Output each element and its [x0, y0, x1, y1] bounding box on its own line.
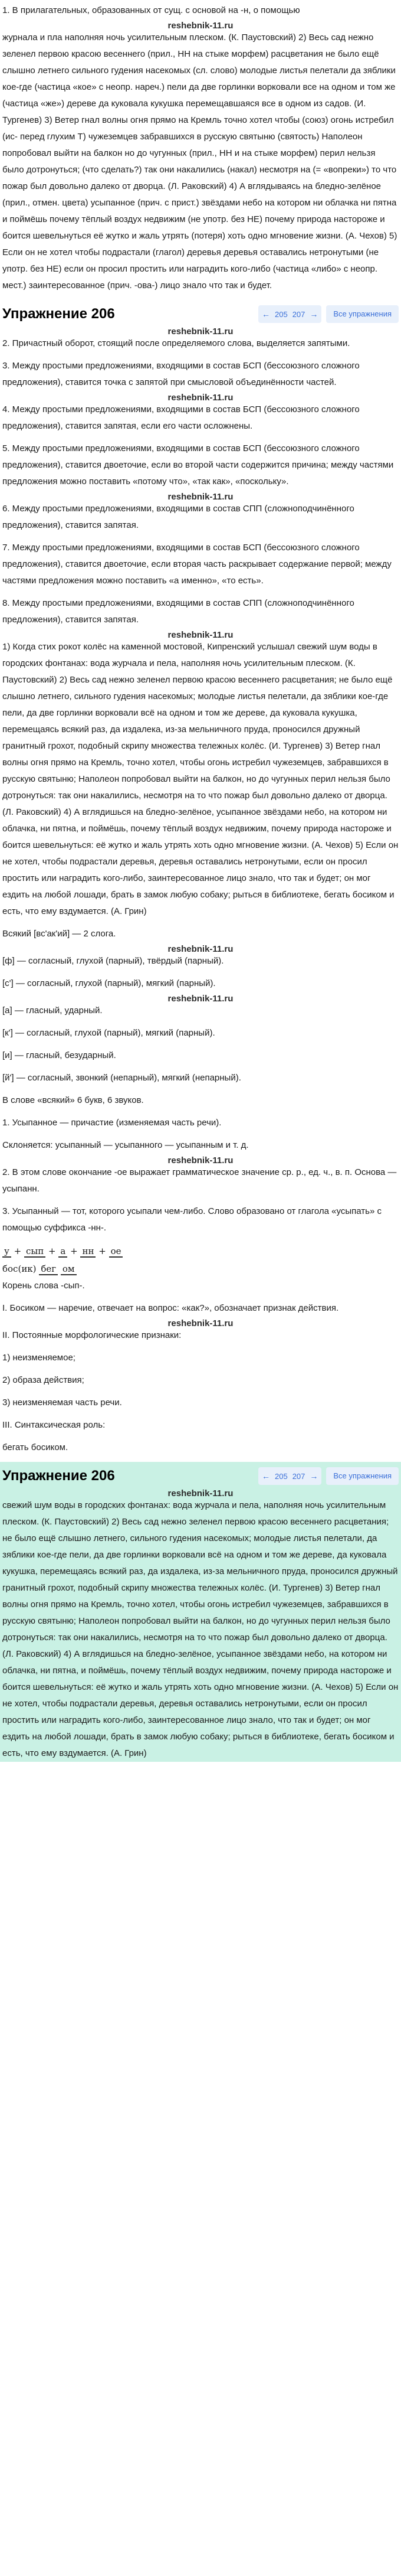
- rule-2: 2. Причастный оборот, стоящий после определяемого слова, выделяется запятыми.: [2, 338, 350, 348]
- phonetic-analysis: [2, 926, 399, 1109]
- prev-exercise-link[interactable]: 205: [274, 1471, 288, 1481]
- solution-block-3: [0, 1462, 401, 1762]
- solution-block-1: [0, 0, 401, 294]
- morphological-analysis: [2, 1300, 399, 1456]
- watermark: reshebnik-11.ru: [167, 944, 234, 954]
- phonetic-line: [а] — гласный, ударный.: [2, 1005, 103, 1016]
- exercise-title: Упражнение 206: [2, 1468, 115, 1484]
- phonetic-line: [й'] — согласный, звонкий (непарный), мягкий (непарный).: [2, 1073, 241, 1083]
- rule-4: 4. Между простыми предложениями, входящими в состав БСП (бессоюзного сложного предложения), ставится запятая, если его части осложнены.: [2, 404, 360, 431]
- morpheme-formula-2: [2, 1260, 399, 1278]
- morph-line: 2) образа действия;: [2, 1375, 84, 1385]
- root-note: Корень слова -сып-.: [2, 1281, 85, 1291]
- rule-5: 5. Между простыми предложениями, входящими в состав БСП (бессоюзного сложного предложения), ставится двоеточие, если во второй части содержится причина; между частями предложения можно поставить «потому что», «так как», «поскольку».: [2, 443, 394, 487]
- watermark: reshebnik-11.ru: [167, 393, 234, 403]
- suffix-morpheme: ом: [61, 1263, 77, 1275]
- arrow-left-icon[interactable]: ←: [261, 1471, 270, 1481]
- watermark: reshebnik-11.ru: [167, 630, 234, 640]
- morphemic-line: Склоняется: усыпанный — усыпанного — усыпанным и т. д.: [2, 1140, 249, 1150]
- phonetic-line: Всякий [вс'ак'ий] — 2 слога.: [2, 929, 116, 939]
- annotated-text: журнала и пла наполняя ночь усилительным плеском. (К. Паустовский) 2) Весь сад нежно зеленел первою красою весеннего (прил., НН на стыке морфем) расцветания не было ещё слышно летнего сильного гудения насекомых (сл. слово) молодые листья пелетали да зяблики кое-где (частица «кое» с неопр. нареч.) пели да две горлинки ворковали все на одном и том же (частица «же») дереве да куковала кукушка перемещавшаяся все в одном из садов. (И. Тургенев) 3) Ветер гнал волны огня прямо на Кремль точно хотел чтобы (союз) огонь истребил (ис- перед глухим Т) чужеземцев забравшихся в русскую святыню (святость) Наполеон попробовал выйти на балкон но до чугунных (прил., НН и на стыке морфем) перил нельзя было дотронуться; (что сделать?) так они накалились (накал) несмотря на (= «вопреки») то что пожар был довольно далеко от дворца. (Л. Раковский) 4) А вглядываясь на бледно-зелёное (прил., отмен. цвета) усыпанное (прич. с прист.) звёздами небо на котором ни облачка ни пятна и поймёшь почему тёплый воздух недвижим (не употр. без НЕ) почему природа настороже и боится шевельнуться её жутко и жаль утрять (потеря) хоть одно мгновение жизни. (А. Чехов) 5) Если он не хотел чтобы подрастали (глагол) деревья деревья оставались нетронутыми (не употр. без НЕ) если он просил простить или наградить кого-либо (частица «либо» с неопр. мест.) заинтересованное (прич. -ова-) лицо знало что так и будет.: [2, 32, 397, 290]
- morph-line: III. Синтаксическая роль:: [2, 1420, 106, 1430]
- exercise-pager: [258, 1467, 321, 1485]
- exercise-nav-group: [258, 1467, 399, 1485]
- morphemic-analysis: [2, 1115, 399, 1294]
- morphemic-line: 2. В этом слове окончание -ое выражает грамматическое значение ср. р., ед. ч., в. п. Основа — усыпанн.: [2, 1167, 397, 1194]
- punctuated-text: 1) Когда стих рокот колёс на каменной мостовой, Кипренский услышал свежий шум воды в городских фонтанах: вода журчала и пела, наполняя ночь усилительным плеском. (К. Паустовский) 2) Весь сад нежно зеленел первою красою весеннего расцветания; не было ещё слышно летнего, сильного гудения насекомых; молодые листья пелетали, да зяблики кое-где пели, да две горлинки ворковали всё на одном и том же дереве, да куковала кукушка, перемещаясь всякий раз, да издалека, из-за мельничного пруда, проносился дружный гранитный грохот, подобный скрипу множества тележных колёс. (И. Тургенев) 3) Ветер гнал волны огня прямо на Кремль, точно хотел, чтобы огонь истребил чужеземцев, забравшихся в русскую святыню; Наполеон попробовал выйти на балкон, но до чугунных перил нельзя было дотронуться: так они накалились, несмотря на то что пожар был довольно далеко от дворца. (Л. Раковский) 4) А вглядишься на бледно-зелёное, усыпанное звёздами небо, на котором ни облачка, ни пятна, и поймёшь, почему тёплый воздух недвижим, почему природа настороже и боится шевельнуться: её жутко и жаль утрять хоть одно мгновение жизни. (А. Чехов) 5) Если он не хотел, чтобы подрастали деревья, деревья оставались нетронутыми, если он просил простить или наградить кого-либо, заинтересованное лицо знало, что так и будет; он мог ездить на любой лошади, брать в замок любую собаку; рыться в библиотеке, бегать босиком и есть, что ему вздумается. (А. Грин): [2, 642, 399, 916]
- root-morpheme: бег: [39, 1263, 58, 1275]
- morph-line: I. Босиком — наречие, отвечает на вопрос: «как?», обозначает признак действия.: [2, 1303, 339, 1313]
- prev-exercise-link[interactable]: 205: [274, 309, 288, 319]
- prefix-morpheme: у: [2, 1246, 11, 1258]
- solution-block-3-body: [0, 1490, 401, 1762]
- all-exercises-button[interactable]: Все упражнения: [326, 305, 399, 323]
- exercise-pager: [258, 305, 321, 323]
- watermark: reshebnik-11.ru: [167, 1488, 234, 1498]
- ending-morpheme: ое: [109, 1246, 123, 1258]
- arrow-right-icon[interactable]: →: [310, 1471, 318, 1481]
- watermark: reshebnik-11.ru: [167, 327, 234, 337]
- final-text: свежий шум воды в городских фонтанах: вода журчала и пела, наполняя ночь усилительным плеском. (К. Паустовский) 2) Весь сад нежно зеленел первою красою весеннего расцветания; не было ещё слышно летнего, сильного гудения насекомых; молодые листья пелетали, да зяблики кое-где пели, да две горлинки ворковали всё на одном и том же дереве, да куковала кукушка, перемещаясь всякий раз, да издалека, из-за мельничного пруда, проносился дружный гранитный грохот, подобный скрипу множества тележных колёс. (И. Тургенев) 3) Ветер гнал волны огня прямо на Кремль, точно хотел, чтобы огонь истребил чужеземцев, забравшихся в русскую святыню; Наполеон попробовал выйти на балкон, но до чугунных перил нельзя было дотронуться: так они накалились, несмотря на то что пожар был довольно далеко от дворца. (Л. Раковский) 4) А вглядишься на бледно-зелёное, усыпанное звёздами небо, на котором ни облачка, ни пятна, и поймёшь, почему тёплый воздух недвижим, почему природа настороже и боится шевельнуться: её жутко и жаль утрять хоть одно мгновение жизни. (А. Чехов) 5) Если он не хотел, чтобы подрастали деревья, деревья оставались нетронутыми, если он просил простить или наградить кого-либо, заинтересованное лицо знало, что так и будет; он мог ездить на любой лошади, брать в замок любую собаку; рыться в библиотеке, бегать босиком и есть, что ему вздумается. (А. Грин): [2, 1500, 399, 1758]
- morph-line: II. Постоянные морфологические признаки:: [2, 1330, 182, 1340]
- phonetic-line: [ф] — согласный, глухой (парный), твёрдый (парный).: [2, 956, 224, 966]
- morphemic-line: 1. Усыпанное — причастие (изменяемая часть речи).: [2, 1118, 222, 1128]
- intro-line: 1. В прилагательных, образованных от сущ. с основой на -н, о помощью: [2, 5, 300, 15]
- rule-8: 8. Между простыми предложениями, входящими в состав СПП (сложноподчинённого предложения), ставится запятая.: [2, 598, 354, 625]
- next-exercise-link[interactable]: 207: [292, 1471, 305, 1481]
- phonetic-line: [и] — гласный, безударный.: [2, 1050, 116, 1060]
- rule-3: 3. Между простыми предложениями, входящими в состав БСП (бессоюзного сложного предложения), ставится точка с запятой при смысловой объединённости частей.: [2, 361, 360, 387]
- watermark: reshebnik-11.ru: [167, 492, 234, 502]
- exercise-nav-group: [258, 305, 399, 323]
- solution-block-2: [0, 328, 401, 1456]
- watermark: reshebnik-11.ru: [167, 1155, 234, 1165]
- exercise-header: [0, 1462, 401, 1490]
- rule-7: 7. Между простыми предложениями, входящими в состав БСП (бессоюзного сложного предложения), ставится двоеточие, если вторая часть раскрывает содержание первой; между частями предложения можно поставить «а именно», «то есть».: [2, 543, 392, 586]
- next-exercise-link[interactable]: 207: [292, 309, 305, 319]
- morph-line: бегать босиком.: [2, 1442, 68, 1452]
- watermark: reshebnik-11.ru: [167, 1318, 234, 1328]
- suffix-morpheme: нн: [80, 1246, 96, 1258]
- root-morpheme: сып: [24, 1246, 45, 1258]
- exercise-title: Упражнение 206: [2, 306, 115, 322]
- rule-6: 6. Между простыми предложениями, входящими в состав СПП (сложноподчинённого предложения), ставится запятая.: [2, 504, 354, 530]
- phonetic-line: [с'] — согласный, глухой (парный), мягкий (парный).: [2, 978, 216, 988]
- arrow-left-icon[interactable]: ←: [261, 309, 270, 319]
- morph-line: 1) неизменяемое;: [2, 1353, 75, 1363]
- watermark: reshebnik-11.ru: [167, 994, 234, 1004]
- morphemic-line: 3. Усыпанный — тот, которого усыпали чем-либо. Слово образовано от глагола «усыпать» с помощью суффикса -нн-.: [2, 1206, 382, 1233]
- phonetic-line: В слове «всякий» 6 букв, 6 звуков.: [2, 1095, 144, 1105]
- word-stem: бос(ик): [2, 1263, 37, 1274]
- all-exercises-button[interactable]: Все упражнения: [326, 1467, 399, 1485]
- suffix-morpheme: а: [58, 1246, 67, 1258]
- phonetic-line: [к'] — согласный, глухой (парный), мягкий (парный).: [2, 1028, 215, 1038]
- arrow-right-icon[interactable]: →: [310, 309, 318, 319]
- watermark: reshebnik-11.ru: [167, 21, 234, 31]
- morph-line: 3) неизменяемая часть речи.: [2, 1398, 122, 1408]
- morpheme-formula: у + сып + а + нн + ое: [2, 1242, 399, 1260]
- exercise-header: [0, 300, 401, 328]
